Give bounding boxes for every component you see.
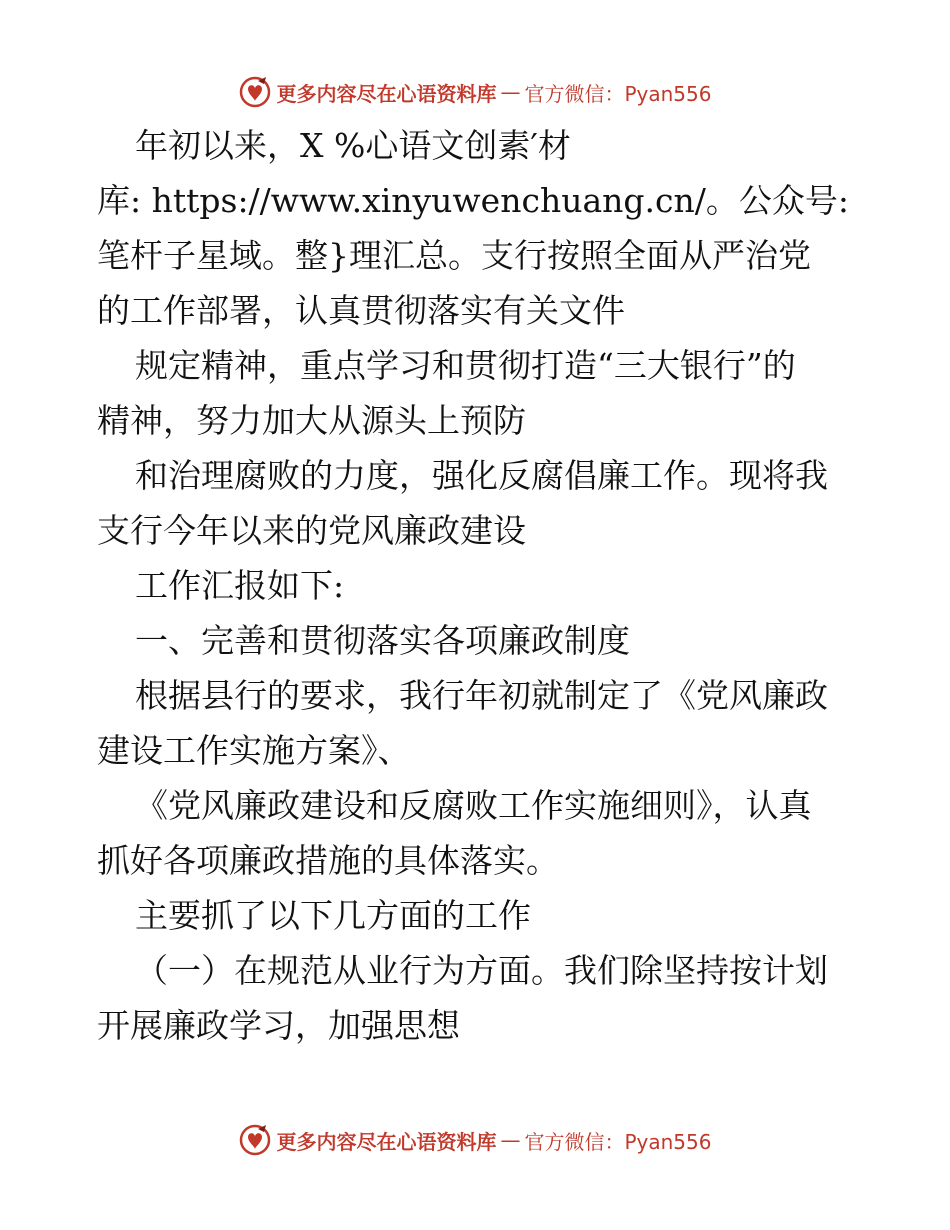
- paragraph-line: 的工作部署，认真贯彻落实有关文件: [97, 291, 625, 330]
- header-banner-content: [238, 75, 711, 109]
- paragraph-line: 和治理腐败的力度，强化反腐倡廉工作。现将我: [135, 456, 828, 495]
- paragraph-line: 库: https://www.xinyuwenchuang.cn/。公众号:: [97, 181, 849, 220]
- paragraph-line: 抓好各项廉政措施的具体落实。: [97, 841, 559, 880]
- paragraph-line: 开展廉政学习，加强思想: [97, 1006, 460, 1045]
- paragraph-line: 根据县行的要求，我行年初就制定了《党风廉政: [135, 676, 828, 715]
- paragraph-line: 规定精神，重点学习和贯彻打造“三大银行”的: [135, 346, 796, 385]
- paragraph-line: 工作汇报如下:: [135, 566, 345, 605]
- paragraph-line: 年初以来，X %心语文创素′材: [135, 126, 571, 165]
- banner-contact: 官方微信：Pyan556: [524, 81, 712, 106]
- paragraph-line: 笔杆子星域。整}理汇总。支行按照全面从严治党: [97, 236, 811, 275]
- heart-pen-logo-icon: [238, 75, 272, 109]
- banner-separator: —: [500, 1128, 521, 1152]
- header-banner: [0, 72, 950, 112]
- section-heading: 一、完善和贯彻落实各项廉政制度: [135, 621, 630, 660]
- paragraph-line: 《党风廉政建设和反腐败工作实施细则》，认真: [135, 786, 812, 825]
- footer-banner-content: [238, 1123, 711, 1157]
- paragraph-line: 精神，努力加大从源头上预防: [97, 401, 526, 440]
- banner-contact: 官方微信：Pyan556: [524, 1129, 712, 1154]
- document-body: [97, 118, 857, 1053]
- paragraph-line: 支行今年以来的党风廉政建设: [97, 511, 526, 550]
- heart-pen-logo-icon: [238, 1123, 272, 1157]
- banner-separator: —: [500, 80, 521, 104]
- banner-title: 更多内容尽在心语资料库: [276, 1129, 497, 1154]
- paragraph-line: 建设工作实施方案》、: [97, 731, 411, 770]
- subsection-heading: （一）在规范从业行为方面。我们除坚持按计划: [135, 951, 828, 990]
- footer-banner: [0, 1120, 950, 1160]
- banner-title: 更多内容尽在心语资料库: [276, 81, 497, 106]
- paragraph-line: 主要抓了以下几方面的工作: [135, 896, 531, 935]
